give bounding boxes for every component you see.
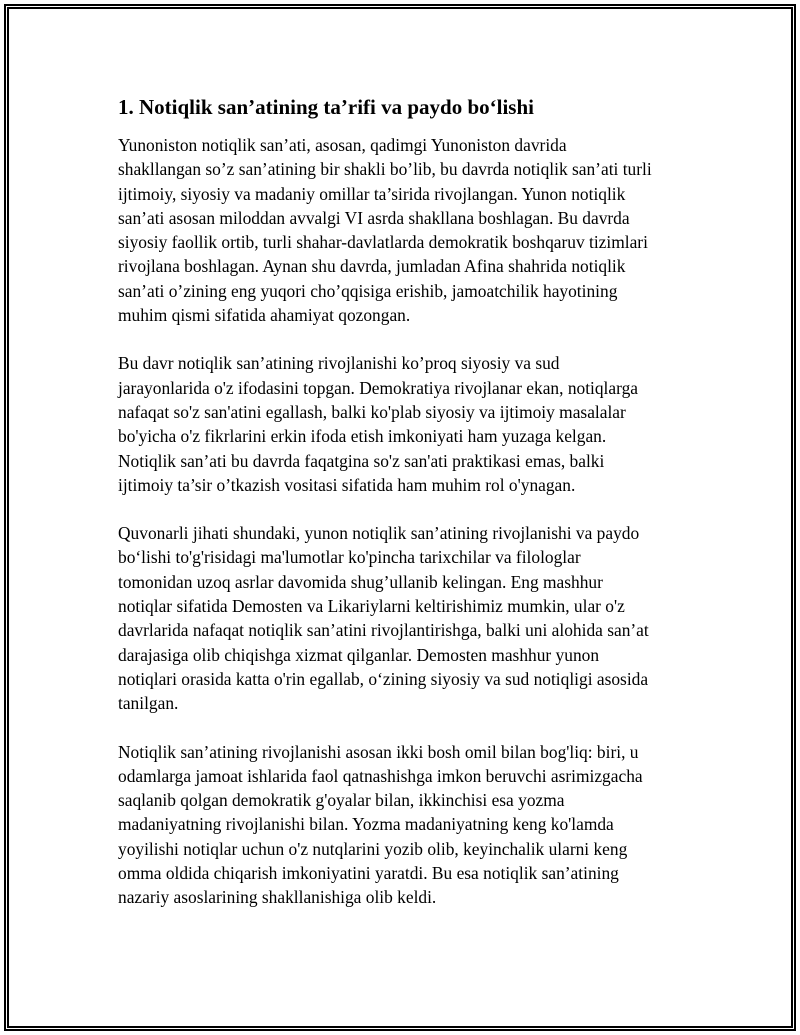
text-line: siyosiy faollik ortib, turli shahar-davlatlarda demokratik boshqaruv tizimlari [118,232,648,253]
text-line: notiqlari orasida katta o'rin egallab, o‘zining siyosiy va sud notiqligi asosida [118,668,649,689]
text-line: Bu davr notiqlik san’atining rivojlanishi ko’proq siyosiy va sud [118,353,560,374]
text-line: tanilgan. [118,693,179,714]
text-line: nazariy asoslarining shakllanishiga olib keldi. [118,887,437,908]
text-line: omma oldida chiqarish imkoniyatini yaratdi. Bu esa notiqlik san’atining [118,863,619,884]
text-line: ijtimoiy ta’sir o’tkazish vositasi sifatida ham muhim rol o'ynagan. [118,474,576,495]
text-line: saqlanib qolgan demokratik g'oyalar bilan, ikkinchisi esa yozma [118,790,565,811]
paragraph-1 [118,133,698,327]
text-line: davrlarida nafaqat notiqlik san’atini rivojlantirishga, balki uni alohida san’at [118,620,649,641]
text-line: odamlarga jamoat ishlarida faol qatnashishga imkon beruvchi asrimizgacha [118,765,643,786]
text-line: Notiqlik san’ati bu davrda faqatgina so'z san'ati praktikasi emas, balki [118,450,605,471]
text-line: notiqlar sifatida Demosten va Likariylarni keltirishimiz mumkin, ular o'z [118,596,625,617]
text-line: yoyilishi notiqlar uchun o'z nutqlarini yozib olib, keyinchalik ularni keng [118,838,628,859]
section-heading: 1. Notiqlik san’atining ta’rifi va paydo bo‘lishi [118,95,534,119]
text-line: tomonidan uzoq asrlar davomida shug’ullanib kelingan. Eng mashhur [118,571,603,592]
text-line: bo‘lishi to'g'risidagi ma'lumotlar ko'pincha tarixchilar va filologlar [118,547,581,568]
paragraph-2 [118,351,698,497]
text-line: shakllangan so’z san’atining bir shakli bo’lib, bu davrda notiqlik san’ati turli [118,159,652,180]
paragraph-3 [118,521,698,715]
text-line: san’ati o’zining eng yuqori cho’qqisiga erishib, jamoatchilik hayotining [118,280,618,301]
text-line: muhim qismi sifatida ahamiyat qozongan. [118,305,411,326]
text-line: Yunoniston notiqlik san’ati, asosan, qadimgi Yunoniston davrida [118,135,567,155]
text-line: rivojlana boshlagan. Aynan shu davrda, jumladan Afina shahrida notiqlik [118,256,626,277]
text-line: nafaqat so'z san'atini egallash, balki ko'plab siyosiy va ijtimoiy masalalar [118,401,626,422]
text-line: san’ati asosan miloddan avvalgi VI asrda shakllana boshlagan. Bu davrda [118,207,630,228]
text-line: bo'yicha o'z fikrlarini erkin ifoda etish imkoniyati ham yuzaga kelgan. [118,426,607,447]
document-body [118,93,698,934]
text-line: ijtimoiy, siyosiy va madaniy omillar ta’sirida rivojlangan. Yunon notiqlik [118,183,626,204]
text-line: jarayonlarida o'z ifodasini topgan. Demokratiya rivojlanar ekan, notiqlarga [118,377,639,398]
text-line: darajasiga olib chiqishga xizmat qilganlar. Demosten mashhur yunon [118,644,600,665]
text-line: Quvonarli jihati shundaki, yunon notiqlik san’atining rivojlanishi va paydo [118,523,640,544]
paragraph-4 [118,740,698,910]
text-line: Notiqlik san’atining rivojlanishi asosan ikki bosh omil bilan bog'liq: biri, u [118,741,639,762]
text-line: madaniyatning rivojlanishi bilan. Yozma madaniyatning keng ko'lamda [118,814,614,835]
